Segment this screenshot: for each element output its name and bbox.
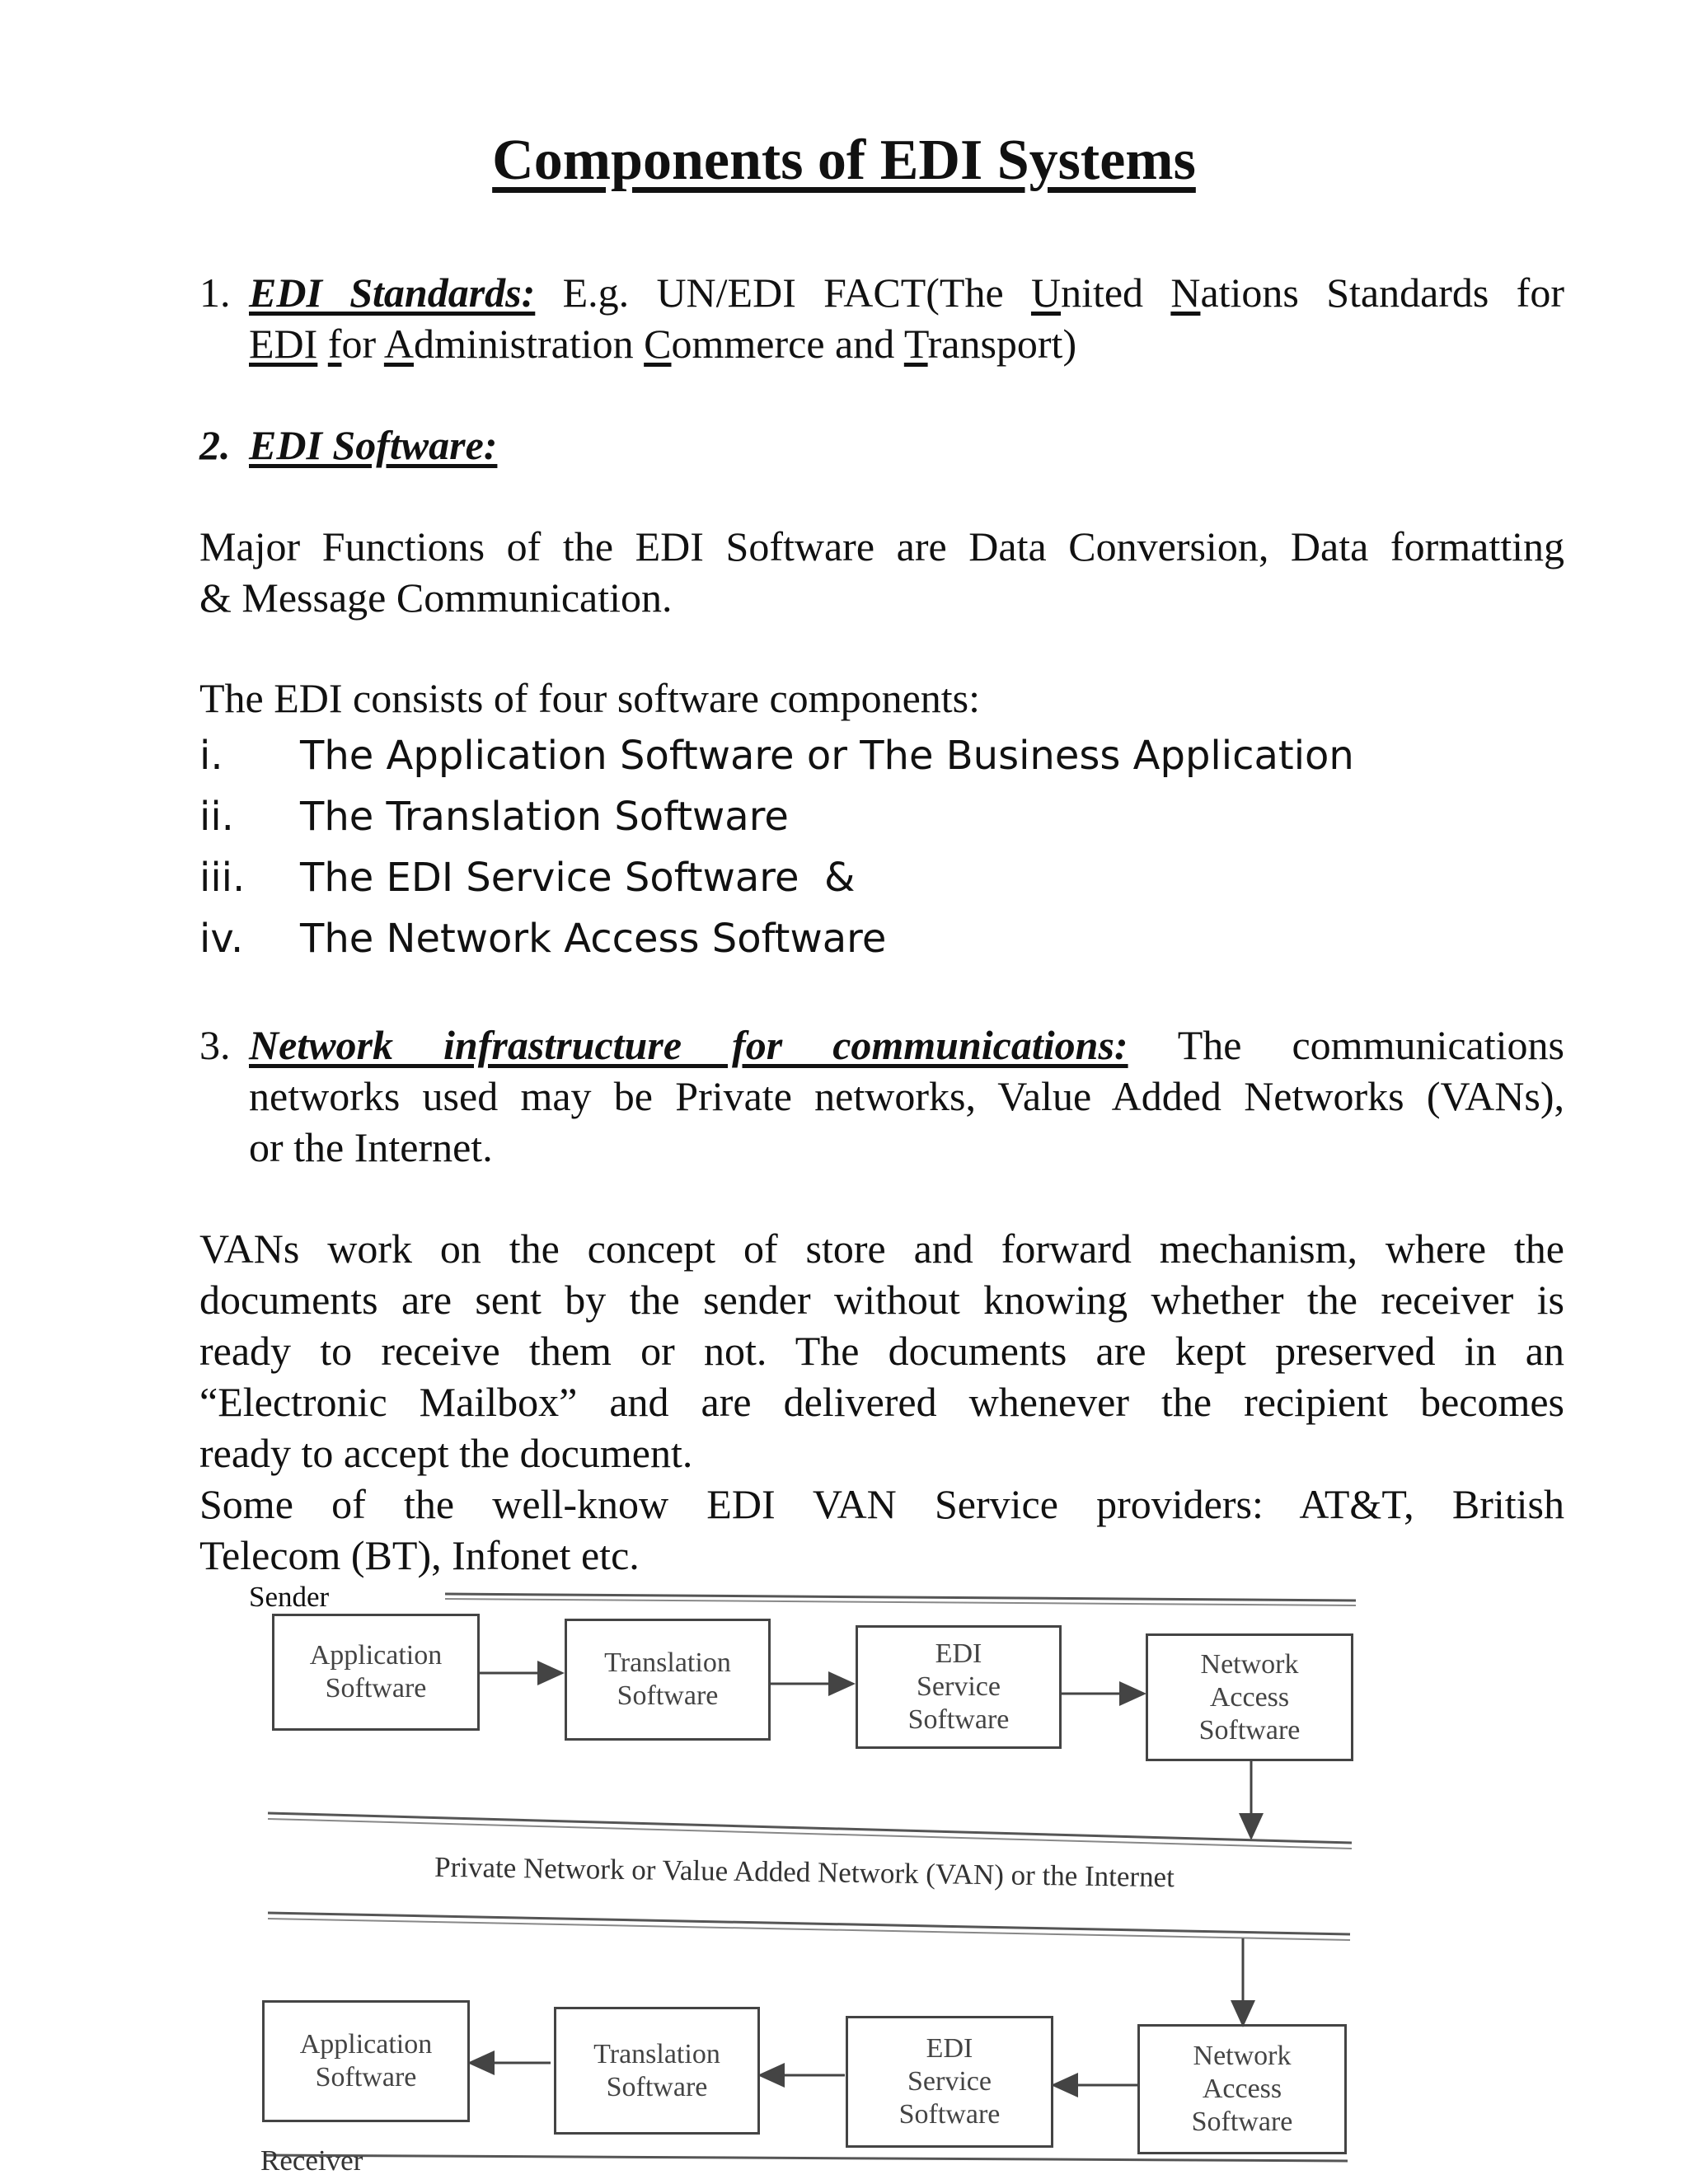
- van-para-line: ready to receive them or not. The documents are kept preserved in an: [199, 1328, 1564, 1374]
- box-label: Translation Software: [604, 1647, 731, 1711]
- component-label: The Application Software or The Business Application: [300, 733, 1354, 779]
- item-1-heading: EDI Standards:: [249, 269, 536, 316]
- van-para-line: Some of the well-know EDI VAN Service providers: AT&T, British: [199, 1481, 1564, 1527]
- item-1-text: ransport): [927, 321, 1077, 367]
- item-3-line-2: networks used may be Private networks, Value Added Networks (VANs),: [249, 1073, 1564, 1119]
- component-label: The Translation Software: [300, 794, 789, 840]
- van-para-line: Telecom (BT), Infonet etc.: [199, 1532, 640, 1578]
- acronym-letter: A: [383, 321, 414, 367]
- item-3-line-3: or the Internet.: [249, 1124, 493, 1170]
- network-band-line: [268, 1819, 1352, 1849]
- acronym-letter: EDI: [249, 321, 318, 367]
- item-3-line-1: [249, 1019, 1564, 1071]
- network-band-line: [268, 1913, 1350, 1934]
- item-2-heading: EDI Software:: [249, 422, 498, 468]
- item-1-line-1: [249, 267, 1564, 318]
- item-1-text: or: [341, 321, 384, 367]
- van-para-line: ready to accept the document.: [199, 1430, 693, 1476]
- receiver-application-software-box: [262, 2000, 470, 2122]
- item-3-number: 3.: [199, 1022, 231, 1068]
- box-label: Network Access Software: [1198, 1648, 1301, 1746]
- acronym-letter: U: [1030, 269, 1062, 316]
- item-1-text: [317, 321, 328, 367]
- item-1-text: ommerce and: [671, 321, 904, 367]
- component-label: The Network Access Software: [300, 916, 887, 962]
- van-para-line: “Electronic Mailbox” and are delivered whenever the recipient becomes: [199, 1379, 1564, 1425]
- item-1-line-2: [249, 318, 1564, 369]
- receiver-translation-software-box: [554, 2007, 760, 2135]
- receiver-label: Receiver: [260, 2144, 363, 2177]
- component-number: i.: [199, 733, 223, 779]
- network-band-line: [268, 1919, 1350, 1940]
- sender-label: Sender: [249, 1581, 330, 1613]
- box-label: EDI Service Software: [907, 1638, 1010, 1735]
- network-band-line: [268, 1813, 1352, 1843]
- acronym-letter: C: [644, 321, 672, 367]
- box-label: EDI Service Software: [898, 2033, 1001, 2130]
- acronym-letter: f: [327, 321, 342, 367]
- component-number: iii.: [199, 855, 246, 901]
- van-para-line: documents are sent by the sender without knowing whether the receiver is: [199, 1277, 1564, 1323]
- acronym-letter: T: [903, 321, 928, 367]
- functions-line-1: Major Functions of the EDI Software are Data Conversion, Data formatting: [199, 523, 1564, 569]
- box-label: Translation Software: [593, 2038, 720, 2102]
- item-1-number: 1.: [199, 269, 231, 316]
- item-1-text: ations Standards for: [1200, 269, 1564, 316]
- sender-network-access-software-box: [1146, 1633, 1353, 1761]
- item-3-text: The communications: [1177, 1022, 1564, 1068]
- component-label: The EDI Service Software &: [300, 855, 856, 901]
- receiver-boundary-line: [264, 2155, 1348, 2161]
- box-label: Application Software: [309, 1640, 443, 1704]
- van-para-line: VANs work on the concept of store and forward mechanism, where the: [199, 1226, 1564, 1272]
- item-2-number: 2.: [199, 422, 231, 468]
- item-1-text: dministration: [413, 321, 645, 367]
- components-intro: The EDI consists of four software components:: [199, 675, 980, 721]
- edi-flow-diagram: [239, 1566, 1376, 2184]
- item-3-heading: Network infrastructure for communications:: [249, 1022, 1128, 1068]
- box-label: Application Software: [299, 2029, 433, 2093]
- sender-edi-service-software-box: [856, 1625, 1062, 1749]
- sender-translation-software-box: [565, 1619, 771, 1741]
- network-label: Private Network or Value Added Network (VAN) or the Internet: [434, 1850, 1175, 1894]
- functions-line-2: & Message Communication.: [199, 574, 673, 621]
- box-label: Network Access Software: [1191, 2041, 1293, 2137]
- receiver-edi-service-software-box: [846, 2016, 1053, 2148]
- receiver-network-access-software-box: [1137, 2024, 1347, 2154]
- page-title: Components of EDI Systems: [492, 129, 1196, 192]
- component-number: iv.: [199, 916, 244, 962]
- component-number: ii.: [199, 794, 234, 840]
- acronym-letter: N: [1170, 269, 1201, 316]
- item-1-text: E.g. UN/EDI FACT(The: [535, 269, 1031, 316]
- item-1-text: nited: [1061, 269, 1171, 316]
- sender-application-software-box: [272, 1614, 480, 1731]
